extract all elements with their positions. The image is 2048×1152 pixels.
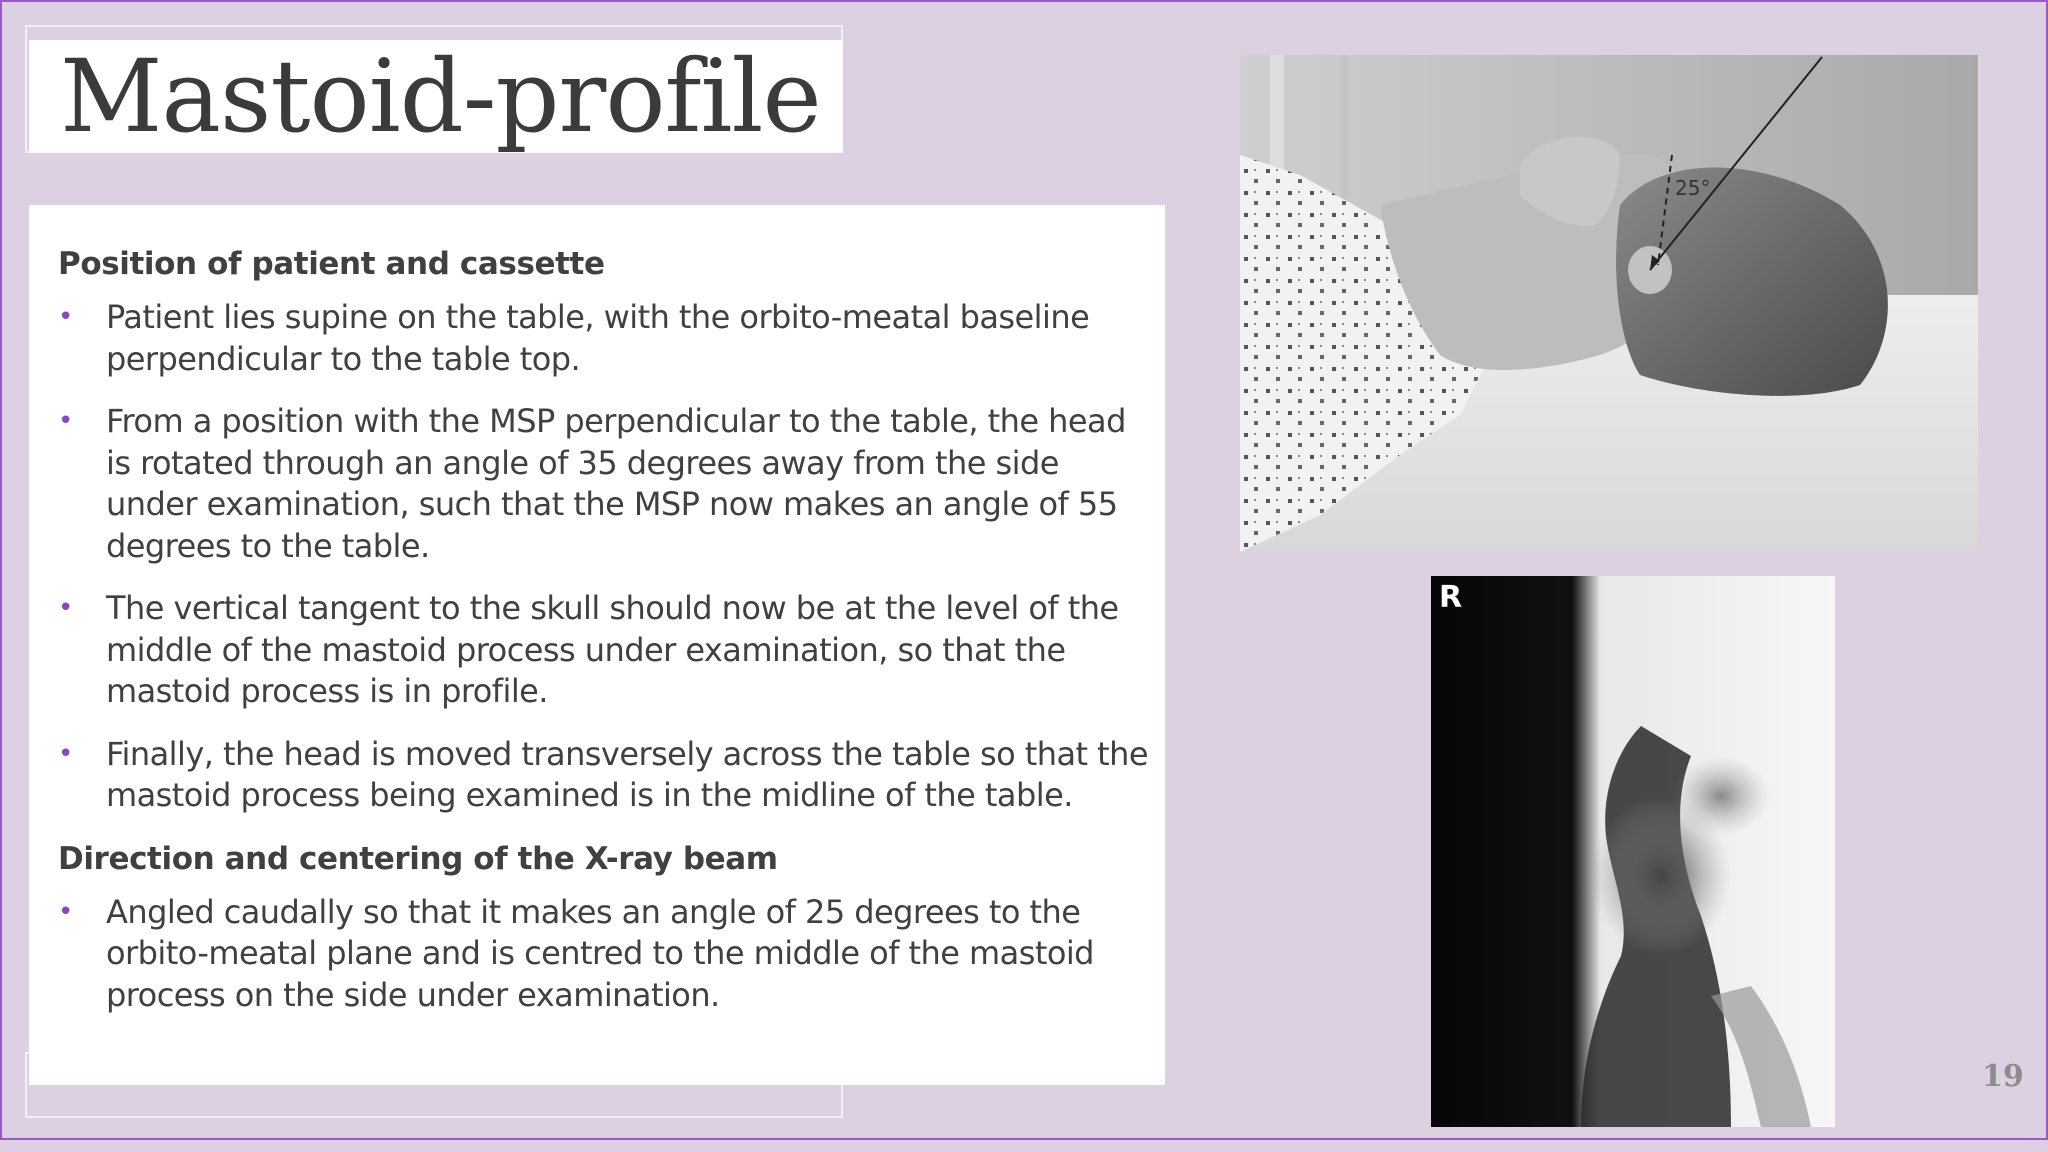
bullet-list-beam	[58, 892, 1165, 1017]
section-heading-position: Position of patient and cassette	[58, 246, 605, 282]
bullet-list-position	[58, 297, 1165, 817]
side-marker: R	[1439, 580, 1463, 615]
angle-label: 25°	[1675, 176, 1711, 200]
slide-title: Mastoid-profile	[60, 38, 821, 155]
section-heading-beam: Direction and centering of the X-ray beam	[58, 840, 778, 877]
bullet-icon: •	[58, 896, 73, 927]
bullet-item: • Finally, the head is moved transversely across the table so that the mastoid process being examined is in the midline of the table.	[58, 734, 1149, 814]
patient-position-photo	[1240, 55, 1978, 552]
bullet-item: • The vertical tangent to the skull should now be at the level of the middle of the mastoid process under examination, so that the mastoid process is in profile.	[58, 589, 1119, 710]
bullet-item: • From a position with the MSP perpendicular to the table, the head is rotated through an angle of 35 degrees away from the side under examination, such that the MSP now makes an angle of 55 degrees to the table.	[58, 402, 1126, 565]
radiograph-illustration	[1431, 576, 1835, 1127]
page-number: 19	[1982, 1059, 2024, 1094]
bullet-icon: •	[58, 738, 73, 769]
bullet-icon: •	[58, 593, 73, 623]
bullet-icon: •	[58, 406, 73, 436]
bullet-item: • Patient lies supine on the table, with the orbito-meatal baseline perpendicular to the table top.	[58, 298, 1090, 378]
mastoid-radiograph	[1431, 576, 1835, 1127]
patient-photo-illustration	[1240, 55, 1978, 552]
content-box	[29, 205, 1165, 1085]
bullet-item: • Angled caudally so that it makes an angle of 25 degrees to the orbito-meatal plane and is centred to the middle of the mastoid process on the side under examination.	[58, 892, 1094, 1014]
bullet-icon: •	[58, 302, 73, 332]
